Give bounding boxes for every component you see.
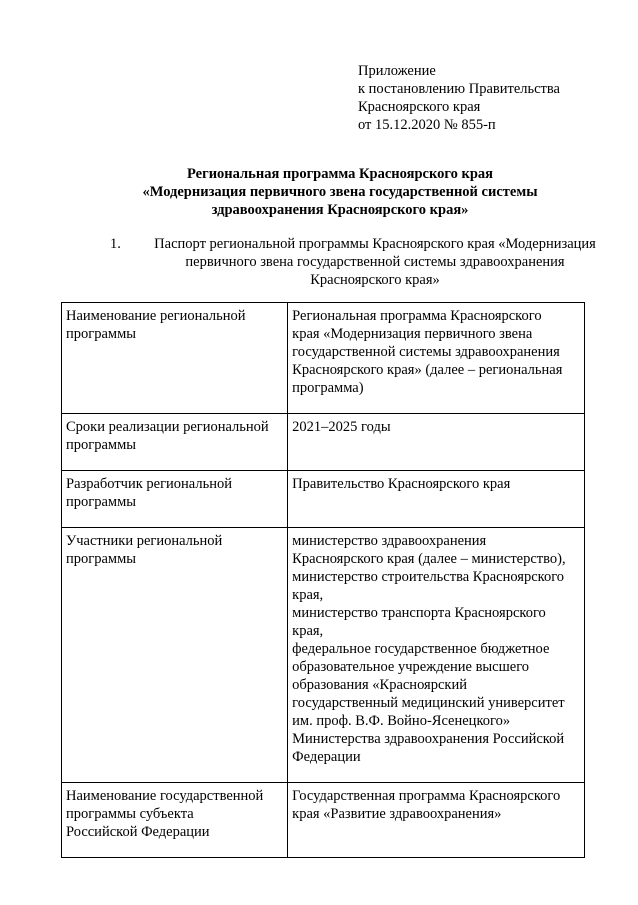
- table-row: [62, 471, 585, 528]
- annex-line: к постановлению Правительства: [358, 81, 560, 97]
- row-label: Разработчик региональной программы: [62, 471, 288, 528]
- row-label: Наименование региональной программы: [62, 303, 288, 414]
- passport-table: [61, 302, 585, 858]
- row-label: Участники региональной программы: [62, 528, 288, 783]
- row-value: министерство здравоохранения Красноярского края (далее – министерство), министерство строительства Красноярского края, министерство транспорта Красноярского края, федеральное государственное бюджетное образовательное учреждение высшего образования «Красноярский государственный медицинский университет им. проф. В.Ф. Войно-Ясенецкого» Министерства здравоохранения Российской Федерации: [288, 528, 585, 783]
- document-title: [60, 165, 620, 219]
- row-label: Наименование государственной программы субъекта Российской Федерации: [62, 783, 288, 858]
- section-number: 1.: [110, 236, 121, 252]
- annex-line: от 15.12.2020 № 855-п: [358, 117, 496, 133]
- row-value: Государственная программа Красноярского края «Развитие здравоохранения»: [288, 783, 585, 858]
- annex-line: Приложение: [358, 63, 436, 79]
- annex-line: Красноярского края: [358, 99, 481, 115]
- section-title-line: Красноярского края»: [310, 272, 440, 288]
- row-value: Правительство Красноярского края: [288, 471, 585, 528]
- table-row: [62, 303, 585, 414]
- section-title-line: первичного звена государственной системы здравоохранения: [185, 254, 565, 270]
- title-line: здравоохранения Красноярского края»: [211, 202, 469, 218]
- section-heading: [100, 235, 620, 289]
- row-label: Сроки реализации региональной программы: [62, 414, 288, 471]
- title-line: «Модернизация первичного звена государственной системы: [142, 184, 538, 200]
- annex-block: [358, 62, 560, 134]
- table-row: [62, 783, 585, 858]
- section-title-line: Паспорт региональной программы Красноярского края «Модернизация: [154, 236, 596, 252]
- title-line: Региональная программа Красноярского края: [187, 166, 493, 182]
- row-value: Региональная программа Красноярского края «Модернизация первичного звена государственной системы здравоохранения Красноярского края» (далее – региональная программа): [288, 303, 585, 414]
- row-value: 2021–2025 годы: [288, 414, 585, 471]
- table-row: [62, 528, 585, 783]
- table-row: [62, 414, 585, 471]
